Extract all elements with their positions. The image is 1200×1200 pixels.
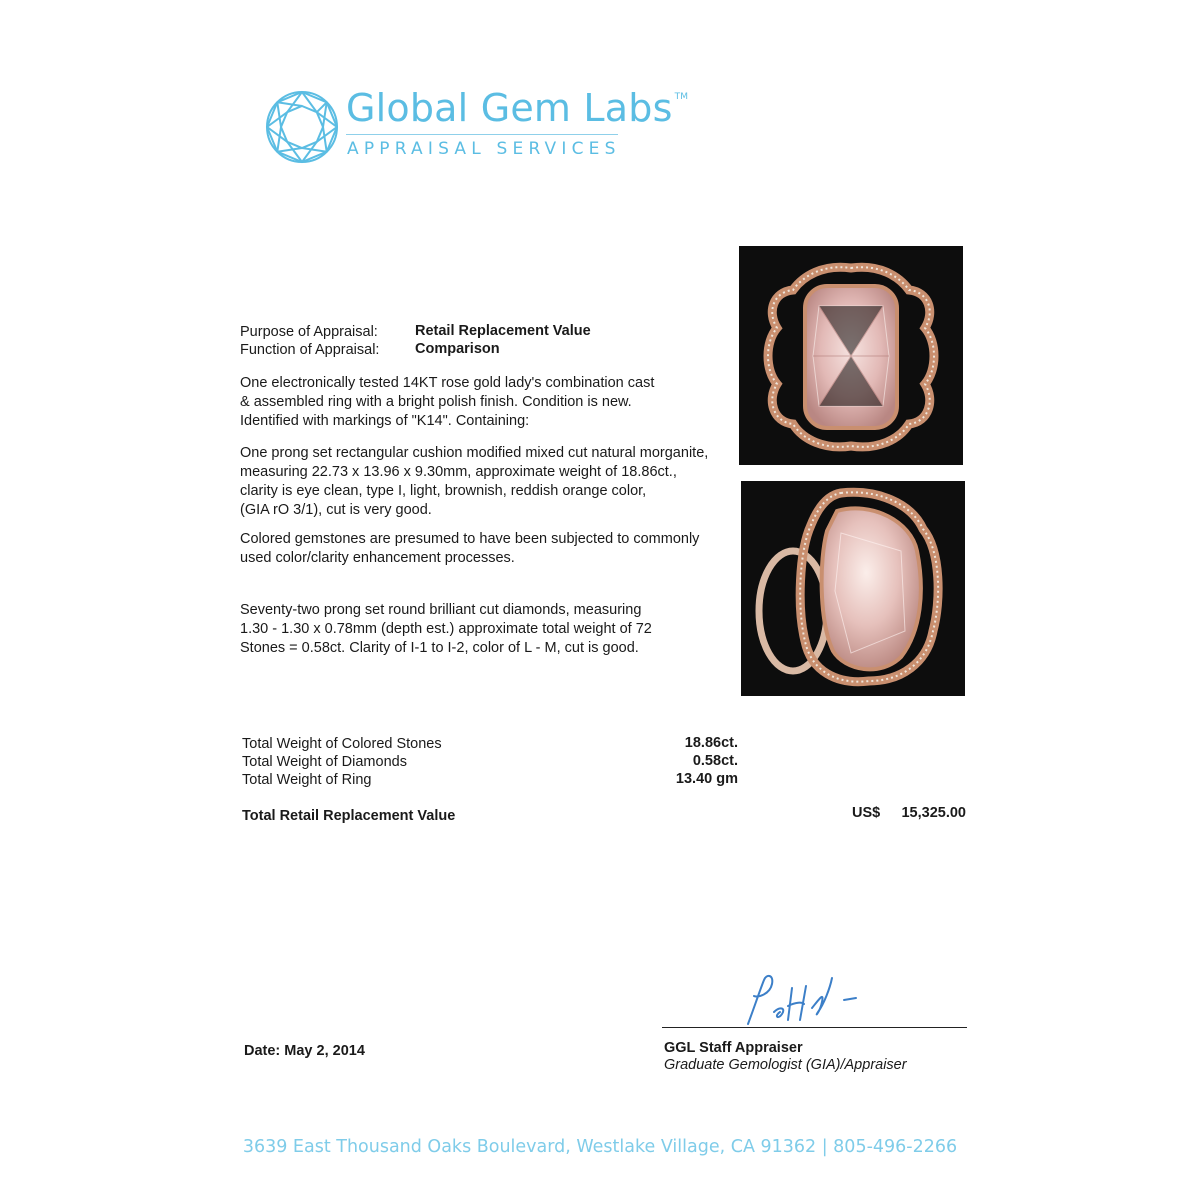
appraiser-title: Graduate Gemologist (GIA)/Appraiser xyxy=(664,1057,907,1073)
brand-name-text: Global Gem Labs xyxy=(346,86,673,130)
enhancement-note: Colored gemstones are presumed to have been subjected to commonly used color/clarity enhancement processes. xyxy=(240,531,700,566)
currency-label: US$ xyxy=(852,805,881,821)
gem-logo-icon xyxy=(264,89,340,165)
brand-name xyxy=(346,86,688,130)
footer-address: 3639 East Thousand Oaks Boulevard, Westlake Village, CA 91362 | 805-496-2266 xyxy=(242,1137,958,1157)
total-ring-value: 13.40 gm xyxy=(675,771,738,787)
trademark-mark: TM xyxy=(674,92,689,102)
ring-photo-side xyxy=(741,481,965,696)
total-retail-label: Total Retail Replacement Value xyxy=(242,808,456,824)
total-diamonds-label: Total Weight of Diamonds xyxy=(242,754,407,770)
purpose-value: Retail Replacement Value xyxy=(415,323,591,339)
total-colored-value: 18.86ct. xyxy=(684,735,738,751)
signature-mark xyxy=(740,968,870,1028)
appraiser-name: GGL Staff Appraiser xyxy=(664,1040,803,1056)
function-label: Function of Appraisal: xyxy=(240,342,380,358)
brand-divider xyxy=(346,134,618,135)
diamonds-description: Seventy-two prong set round brilliant cut diamonds, measuring 1.30 - 1.30 x 0.78mm (depth est.) approximate total weight of 72 Stones = 0.58ct. Clarity of I-1 to I-2, color of L - M, cut is good. xyxy=(240,602,652,656)
appraisal-date: Date: May 2, 2014 xyxy=(244,1043,365,1059)
center-stone-description: One prong set rectangular cushion modified mixed cut natural morganite, measuring 22.73 x 13.96 x 9.30mm, approximate weight of 18.86ct., clarity is eye clean, type I, light, brownish, reddish orange color, (GIA rO 3/1), cut is very good. xyxy=(240,445,709,518)
purpose-label: Purpose of Appraisal: xyxy=(240,324,378,340)
ring-description: One electronically tested 14KT rose gold lady's combination cast & assembled ring with a bright polish finish. Condition is new. Identified with markings of "K14". Containing: xyxy=(240,375,655,429)
brand-subtitle: APPRAISAL SERVICES xyxy=(347,139,621,159)
total-diamonds-value: 0.58ct. xyxy=(692,753,738,769)
total-colored-label: Total Weight of Colored Stones xyxy=(242,736,442,752)
ring-photo-top xyxy=(739,246,963,465)
function-value: Comparison xyxy=(415,341,500,357)
total-ring-label: Total Weight of Ring xyxy=(242,772,372,788)
signature-line xyxy=(662,1027,967,1028)
total-retail-value: 15,325.00 xyxy=(901,805,966,821)
